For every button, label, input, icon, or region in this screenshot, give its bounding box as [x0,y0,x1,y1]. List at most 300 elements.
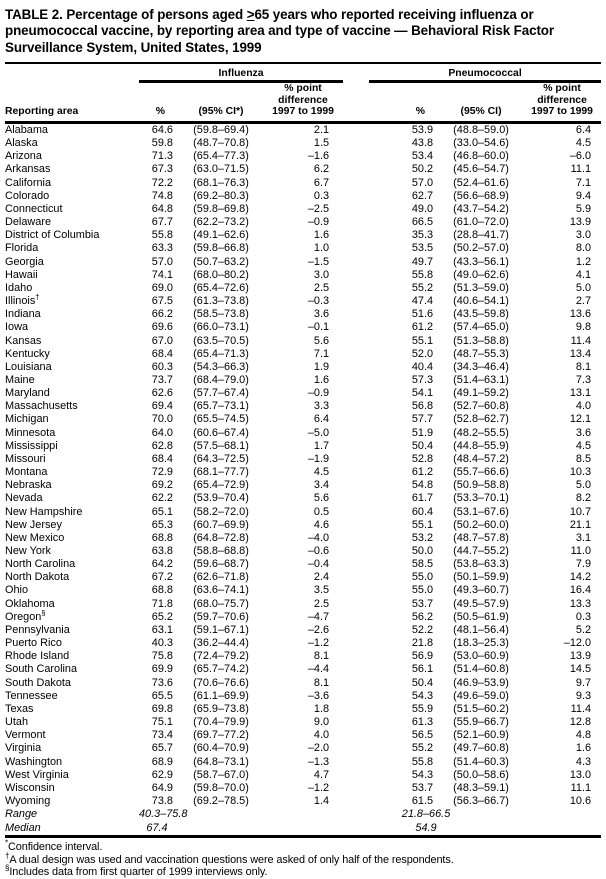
flu-ci-cell: (68.0–80.2) [193,268,249,281]
flu-diff-cell: 2.5 [313,597,330,610]
flu-pct-cell: 68.8 [151,584,173,597]
table-row [5,413,601,426]
pn-pct-cell: 61.5 [411,794,434,807]
col-header-pn-pct: % [369,82,433,123]
flu-ci-cell: (68.1–77.7) [193,466,249,479]
pn-ci-cell: (53.8–63.3) [453,558,509,571]
reporting-area-cell: North Carolina [5,558,76,571]
pn-pct-cell: 56.1 [411,663,434,676]
spacer-cell [343,269,369,282]
flu-ci-cell: (70.6–76.6) [193,676,249,689]
flu-pct-cell: 65.5 [151,689,173,702]
spacer-cell [343,637,369,650]
table-row [5,427,601,440]
flu-diff-cell: 7.1 [313,347,330,360]
flu-diff-cell: –1.5 [307,255,330,268]
pn-diff-cell: 0.3 [575,610,592,623]
reporting-area-cell: Vermont [5,729,46,742]
pn-pct-cell: 35.3 [411,229,434,242]
reporting-area-cell: Oklahoma [5,597,55,610]
range-pneumococcal: 21.8–66.5 [401,808,451,821]
pn-diff-cell: –12.0 [563,637,592,650]
spacer-cell [343,203,369,216]
pn-ci-cell: (61.0–72.0) [453,216,509,229]
flu-ci-cell: (58.7–67.0) [193,768,249,781]
flu-diff-cell: 1.6 [313,229,330,242]
pn-pct-cell: 50.4 [411,676,434,689]
flu-ci-cell: (69.7–77.2) [193,729,249,742]
pn-ci-cell: (50.0–58.6) [453,768,509,781]
flu-pct-cell: 69.9 [151,663,173,676]
pn-ci-cell: (49.7–60.8) [453,742,509,755]
spacer-cell [343,229,369,242]
flu-pct-cell: 68.9 [151,755,173,768]
flu-ci-cell: (61.1–69.9) [193,689,249,702]
pn-ci-cell: (52.4–61.6) [453,176,509,189]
reporting-area-cell: Wyoming [5,794,51,807]
pn-pct-cell: 61.2 [411,466,434,479]
spacer-cell [343,387,369,400]
pn-pct-cell: 40.4 [411,360,434,373]
reporting-area-cell: Texas [5,702,34,715]
table-row [5,374,601,387]
flu-ci-cell: (60.6–67.4) [193,426,249,439]
group-header-empty [5,63,139,82]
reporting-area-cell: New Hampshire [5,505,83,518]
table-row [5,742,601,755]
pn-diff-cell: 12.1 [569,413,592,426]
reporting-area-cell: New Jersey [5,518,62,531]
table-title [5,7,601,56]
flu-diff-cell: 3.5 [313,584,330,597]
table-row [5,519,601,532]
spacer-cell [343,295,369,308]
pn-diff-cell: 5.0 [575,281,592,294]
pn-pct-cell: 55.8 [411,268,434,281]
flu-pct-cell: 69.4 [151,400,173,413]
pn-diff-cell: 9.3 [575,689,592,702]
pn-ci-cell: (48.4–57.2) [453,452,509,465]
table-row [5,282,601,295]
flu-pct-cell: 63.3 [151,242,173,255]
spacer-cell [343,492,369,505]
table-row [5,611,601,624]
gte-symbol: > [246,7,255,22]
pn-diff-cell: 4.0 [575,400,592,413]
influenza-group-header: Influenza [139,63,343,82]
reporting-area-cell: Wisconsin [5,781,55,794]
spacer-cell [343,690,369,703]
flu-pct-cell: 62.8 [151,439,173,452]
reporting-area-cell: Indiana [5,308,41,321]
pn-pct-cell: 60.4 [411,505,434,518]
pn-diff-cell: 8.2 [575,492,592,505]
flu-diff-cell: 6.7 [313,176,330,189]
spacer-cell [343,374,369,387]
pn-diff-cell: 13.1 [569,387,592,400]
flu-diff-cell: 3.3 [313,400,330,413]
table-row [5,571,601,584]
col-header-flu-ci: (95% CI*) [173,82,269,123]
pn-pct-cell: 58.5 [411,558,434,571]
reporting-area-cell: Ohio [5,584,29,597]
pn-ci-cell: (51.4–63.1) [453,373,509,386]
flu-pct-cell: 65.1 [151,505,173,518]
reporting-area-cell: Colorado [5,189,50,202]
table-row [5,506,601,519]
flu-pct-cell: 75.1 [151,716,173,729]
flu-pct-cell: 69.0 [151,281,173,294]
reporting-area-cell: Hawaii [5,268,38,281]
table-row [5,256,601,269]
pn-pct-cell: 54.8 [411,479,434,492]
pn-ci-cell: (51.4–60.3) [453,755,509,768]
table-row [5,137,601,150]
col-header-pn-diff: % point difference 1997 to 1999 [529,82,601,123]
pn-ci-cell: (55.7–66.6) [453,466,509,479]
flu-ci-cell: (60.4–70.9) [193,742,249,755]
flu-diff-cell: –2.0 [307,742,330,755]
flu-ci-cell: (72.4–79.2) [193,650,249,663]
flu-pct-cell: 68.4 [151,347,173,360]
pn-pct-cell: 51.9 [411,426,434,439]
pn-pct-cell: 49.7 [411,255,434,268]
pn-diff-cell: 21.1 [569,518,592,531]
spacer-cell [343,584,369,597]
flu-ci-cell: (66.0–73.1) [193,321,249,334]
flu-ci-cell: (59.7–70.6) [193,610,249,623]
flu-ci-cell: (64.8–73.1) [193,755,249,768]
pn-pct-cell: 53.4 [411,150,434,163]
pn-diff-cell: 10.6 [569,794,592,807]
pn-pct-cell: 61.2 [411,321,434,334]
reporting-area-cell: Alaska [5,137,38,150]
flu-pct-cell: 62.6 [151,387,173,400]
reporting-area-cell: Nebraska [5,479,52,492]
flu-diff-cell: 3.0 [313,268,330,281]
spacer-cell [343,624,369,637]
table-row [5,163,601,176]
spacer-cell [343,413,369,426]
pn-ci-cell: (44.8–55.9) [453,439,509,452]
table-row [5,479,601,492]
flu-diff-cell: –0.9 [307,387,330,400]
table-body [5,123,601,809]
pn-diff-cell: 13.4 [569,347,592,360]
flu-diff-cell: –1.6 [307,150,330,163]
flu-pct-cell: 65.2 [151,610,173,623]
table-row [5,769,601,782]
pn-diff-cell: 8.5 [575,452,592,465]
pn-ci-cell: (46.9–53.9) [453,676,509,689]
pn-diff-cell: 4.5 [575,439,592,452]
pn-pct-cell: 53.7 [411,597,434,610]
pn-ci-cell: (56.6–68.9) [453,189,509,202]
col-header-pn-ci: (95% CI) [433,82,529,123]
spacer-cell [343,532,369,545]
footnote-marker: † [35,292,40,302]
col-header-flu-pct: % [139,82,173,123]
table-row [5,782,601,795]
flu-ci-cell: (63.6–74.1) [193,584,249,597]
pn-ci-cell: (48.7–57.8) [453,531,509,544]
spacer-cell [343,190,369,203]
pn-diff-cell: 13.0 [569,768,592,781]
spacer-cell [343,321,369,334]
flu-diff-cell: 5.6 [313,492,330,505]
table-row [5,558,601,571]
flu-pct-cell: 62.9 [151,768,173,781]
spacer-cell [343,256,369,269]
reporting-area-cell: Arizona [5,150,42,163]
pn-ci-cell: (33.0–54.6) [453,137,509,150]
pn-ci-cell: (53.1–67.6) [453,505,509,518]
pn-ci-cell: (48.1–56.4) [453,623,509,636]
flu-pct-cell: 75.8 [151,650,173,663]
flu-ci-cell: (57.5–68.1) [193,439,249,452]
pn-ci-cell: (49.1–59.2) [453,387,509,400]
group-header-spacer [343,63,369,82]
flu-diff-cell: –1.3 [307,755,330,768]
pn-pct-cell: 61.3 [411,716,434,729]
pn-ci-cell: (48.8–59.0) [453,124,509,136]
spacer-cell [343,782,369,795]
reporting-area-cell: Louisiana [5,360,52,373]
flu-ci-cell: (59.1–67.1) [193,623,249,636]
reporting-area-cell: Kansas [5,334,42,347]
flu-pct-cell: 60.3 [151,360,173,373]
flu-diff-cell: 4.6 [313,518,330,531]
flu-diff-cell: 1.5 [313,137,330,150]
spacer-cell [343,677,369,690]
flu-diff-cell: –0.6 [307,545,330,557]
reporting-area-cell: Nevada [5,492,43,505]
reporting-area-cell: Kentucky [5,347,50,360]
pn-ci-cell: (51.5–60.2) [453,702,509,715]
spacer-cell [343,519,369,532]
flu-diff-cell: 2.4 [313,571,330,584]
table-row [5,663,601,676]
flu-diff-cell: 2.1 [313,124,330,136]
pn-pct-cell: 49.0 [411,202,434,215]
table-row [5,492,601,505]
flu-ci-cell: (65.4–71.3) [193,347,249,360]
flu-diff-cell: –0.4 [307,558,330,571]
flu-diff-cell: 1.0 [313,242,330,255]
pn-ci-cell: (49.3–60.7) [453,584,509,597]
flu-pct-cell: 73.6 [151,676,173,689]
pn-diff-cell: 11.4 [570,334,592,347]
table-row [5,177,601,190]
spacer-cell [343,150,369,163]
reporting-area-cell: West Virginia [5,768,69,781]
table-row [5,400,601,413]
flu-ci-cell: (65.4–72.9) [193,479,249,492]
pn-pct-cell: 66.5 [411,216,434,229]
flu-pct-cell: 69.8 [151,702,173,715]
pn-diff-cell: 16.4 [569,584,592,597]
reporting-area-cell: Maryland [5,387,50,400]
spacer-cell [343,769,369,782]
spacer-cell [343,400,369,413]
pn-diff-cell: 11.4 [570,702,592,715]
pn-pct-cell: 52.2 [411,623,434,636]
table-row [5,123,601,138]
flu-ci-cell: (69.2–80.3) [193,189,249,202]
reporting-area-cell: Alabama [5,124,48,136]
flu-pct-cell: 71.8 [151,597,173,610]
reporting-area-cell: Puerto Rico [5,637,62,650]
pn-ci-cell: (50.5–61.9) [453,610,509,623]
spacer-cell [343,545,369,558]
flu-pct-cell: 69.6 [151,321,173,334]
pn-ci-cell: (43.5–59.8) [453,308,509,321]
reporting-area-cell: Florida [5,242,39,255]
flu-diff-cell: 4.7 [313,768,330,781]
col-header-spacer [343,82,369,123]
flu-diff-cell: 0.5 [313,505,330,518]
pn-diff-cell: 3.6 [575,426,592,439]
reporting-area-cell: Missouri [5,452,46,465]
spacer-cell [343,650,369,663]
table-row [5,545,601,558]
pn-pct-cell: 55.2 [411,742,434,755]
pn-pct-cell: 50.2 [411,163,434,176]
pn-ci-cell: (49.5–57.9) [453,597,509,610]
spacer-cell [343,742,369,755]
pn-ci-cell: (50.1–59.9) [453,571,509,584]
spacer-cell [343,361,369,374]
flu-ci-cell: (59.8–69.8) [193,202,249,215]
footnote-marker: § [41,608,46,618]
reporting-area-cell: Virginia [5,742,42,755]
pn-pct-cell: 21.8 [411,637,434,650]
table-row [5,203,601,216]
flu-diff-cell: 6.4 [313,413,330,426]
flu-ci-cell: (58.2–72.0) [193,505,249,518]
pn-diff-cell: 12.8 [569,716,592,729]
pn-ci-cell: (40.6–54.1) [453,295,509,308]
spacer-cell [343,756,369,769]
pn-pct-cell: 52.0 [411,347,434,360]
pn-ci-cell: (56.3–66.7) [453,794,509,807]
flu-pct-cell: 63.1 [151,623,173,636]
table-row [5,242,601,255]
pn-pct-cell: 55.0 [411,571,434,584]
flu-pct-cell: 74.1 [151,268,173,281]
pn-ci-cell: (50.2–60.0) [453,518,509,531]
pn-pct-cell: 56.5 [411,729,434,742]
pn-diff-cell: 14.5 [569,663,592,676]
flu-ci-cell: (36.2–44.4) [193,637,249,650]
pn-diff-cell: 14.2 [569,571,592,584]
pn-pct-cell: 52.8 [411,452,434,465]
table-row [5,216,601,229]
spacer-cell [343,177,369,190]
spacer-cell [343,335,369,348]
flu-diff-cell: –0.3 [307,295,330,308]
flu-pct-cell: 72.9 [151,466,173,479]
flu-pct-cell: 67.5 [151,295,173,308]
pn-diff-cell: 4.5 [575,137,592,150]
spacer-cell [343,440,369,453]
pn-ci-cell: (52.1–60.9) [453,729,509,742]
reporting-area-cell: Georgia [5,255,44,268]
flu-diff-cell: 9.0 [313,716,330,729]
reporting-area-cell: Idaho [5,281,33,294]
flu-diff-cell: –4.0 [307,531,330,544]
table-row [5,295,601,308]
flu-ci-cell: (53.9–70.4) [193,492,249,505]
spacer-cell [343,611,369,624]
pn-pct-cell: 57.3 [411,373,434,386]
table-row [5,532,601,545]
pn-diff-cell: 13.6 [569,308,592,321]
spacer-cell [343,479,369,492]
pn-diff-cell: 2.7 [575,295,592,308]
flu-pct-cell: 55.8 [151,229,173,242]
pn-ci-cell: (52.7–60.8) [453,400,509,413]
flu-pct-cell: 62.2 [151,492,173,505]
table-row [5,624,601,637]
reporting-area-cell: Delaware [5,216,52,229]
pn-diff-cell: 8.1 [575,360,592,373]
flu-ci-cell: (65.7–73.1) [193,400,249,413]
flu-diff-cell: –4.4 [307,663,330,676]
flu-diff-cell: –0.9 [307,216,330,229]
reporting-area-cell: New Mexico [5,531,65,544]
flu-pct-cell: 64.8 [151,202,173,215]
flu-diff-cell: 3.4 [313,479,330,492]
median-label: Median [5,822,139,837]
footnote-first-quarter: §Includes data from first quarter of 1999 interviews only. [5,863,268,879]
flu-pct-cell: 73.4 [151,729,173,742]
table-row [5,690,601,703]
pn-pct-cell: 50.0 [411,545,434,557]
pn-ci-cell: (34.3–46.4) [453,360,509,373]
flu-diff-cell: 1.8 [313,702,330,715]
pn-ci-cell: (18.3–25.3) [453,637,509,650]
table-row [5,440,601,453]
reporting-area-cell: Rhode Island [5,650,70,663]
flu-diff-cell: 1.4 [313,794,330,807]
pn-diff-cell: 9.7 [575,676,592,689]
pn-ci-cell: (43.3–56.1) [453,255,509,268]
pn-diff-cell: 11.1 [570,163,592,176]
pn-diff-cell: 4.3 [575,755,592,768]
pn-pct-cell: 56.9 [411,650,434,663]
flu-diff-cell: 8.1 [313,650,330,663]
flu-diff-cell: 0.3 [313,189,330,202]
flu-pct-cell: 65.3 [151,518,173,531]
flu-pct-cell: 73.7 [151,373,173,386]
reporting-area-cell: Massachusetts [5,400,78,413]
flu-diff-cell: –1.9 [307,452,330,465]
pn-diff-cell: 9.8 [575,321,592,334]
flu-ci-cell: (68.0–75.7) [193,597,249,610]
spacer-cell [343,348,369,361]
flu-ci-cell: (64.8–72.8) [193,531,249,544]
table-row [5,335,601,348]
table-row [5,795,601,808]
pn-pct-cell: 50.4 [411,439,434,452]
flu-ci-cell: (62.6–71.8) [193,571,249,584]
pn-ci-cell: (50.9–58.8) [453,479,509,492]
flu-pct-cell: 70.0 [151,413,173,426]
flu-diff-cell: 8.1 [313,676,330,689]
spacer-cell [343,242,369,255]
pn-diff-cell: 5.2 [575,623,592,636]
